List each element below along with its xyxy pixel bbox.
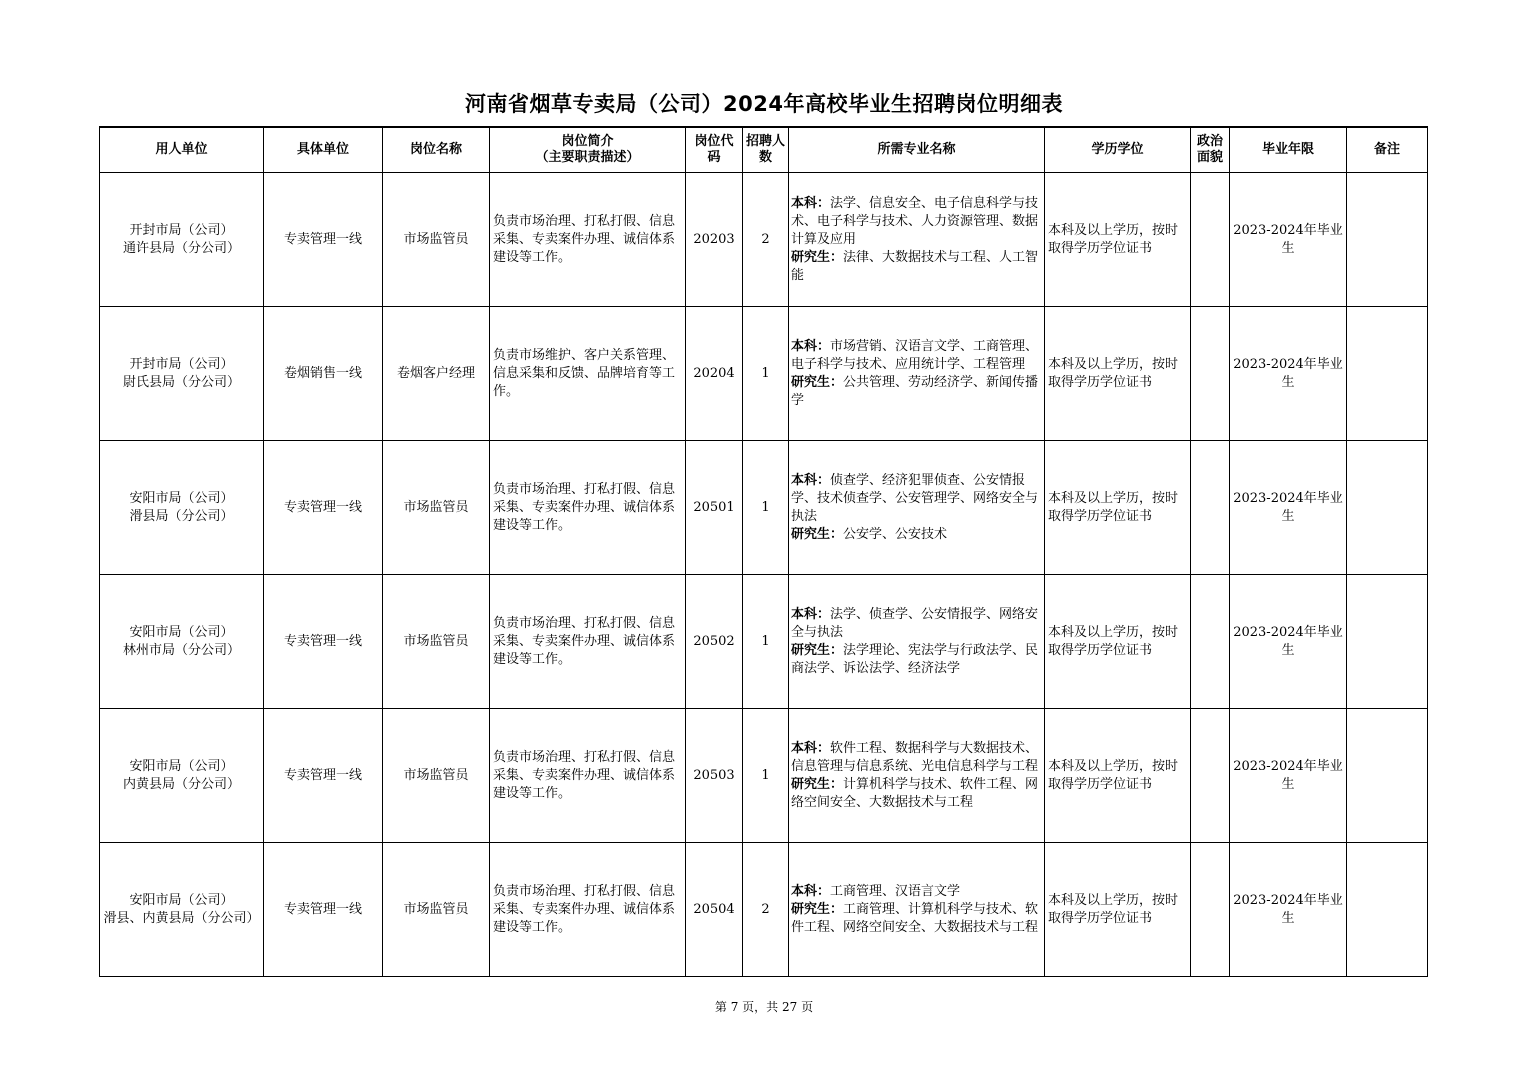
remarks-cell (1347, 307, 1428, 441)
header-unit: 具体单位 (264, 127, 383, 173)
header-quota: 招聘人数 (743, 127, 789, 173)
unit-cell: 专卖管理一线 (264, 575, 383, 709)
employer-cell (100, 575, 264, 709)
employer-county: 林州市局（分公司） (122, 642, 240, 658)
undergrad-label: 本科： (791, 883, 831, 899)
undergrad-label: 本科： (791, 338, 831, 354)
remarks-cell (1347, 843, 1428, 977)
unit-cell: 专卖管理一线 (264, 441, 383, 575)
employer-cell (100, 307, 264, 441)
majors-cell (789, 843, 1045, 977)
header-grad-year: 毕业年限 (1230, 127, 1347, 173)
political-cell (1191, 575, 1230, 709)
grad-label: 研究生： (791, 901, 844, 917)
unit-cell: 卷烟销售一线 (264, 307, 383, 441)
education-cell: 本科及以上学历，按时取得学历学位证书 (1045, 709, 1191, 843)
undergrad-majors: 法学、侦查学、公安情报学、网络安全与执法 (791, 606, 1039, 640)
code-cell: 20504 (686, 843, 743, 977)
education-cell: 本科及以上学历，按时取得学历学位证书 (1045, 307, 1191, 441)
grad-majors: 法学理论、宪法学与行政法学、民商法学、诉讼法学、经济法学 (791, 642, 1039, 676)
undergrad-majors: 工商管理、汉语言文学 (830, 883, 961, 899)
grad-majors: 公安学、公安技术 (843, 526, 948, 542)
header-description-sub: （主要职责描述） (535, 150, 640, 165)
header-employer: 用人单位 (100, 127, 264, 173)
quota-cell: 2 (743, 173, 789, 307)
undergrad-majors: 法学、信息安全、电子信息科学与技术、电子科学与技术、人力资源管理、数据计算及应用 (791, 195, 1039, 247)
position-cell: 市场监管员 (383, 441, 490, 575)
description-cell: 负责市场治理、打私打假、信息采集、专卖案件办理、诚信体系建设等工作。 (490, 709, 686, 843)
grad-label: 研究生： (791, 374, 844, 390)
grad-label: 研究生： (791, 249, 844, 265)
education-cell: 本科及以上学历，按时取得学历学位证书 (1045, 173, 1191, 307)
code-cell: 20501 (686, 441, 743, 575)
table-row (100, 575, 1428, 709)
undergrad-majors: 侦查学、经济犯罪侦查、公安情报学、技术侦查学、公安管理学、网络安全与执法 (791, 472, 1039, 524)
employer-city: 安阳市局（公司） (129, 758, 234, 774)
table-row (100, 173, 1428, 307)
undergrad-majors: 市场营销、汉语言文学、工商管理、电子科学与技术、应用统计学、工程管理 (791, 338, 1039, 372)
majors-cell (789, 173, 1045, 307)
header-remarks: 备注 (1347, 127, 1428, 173)
header-description-title: 岗位简介 (561, 134, 614, 149)
remarks-cell (1347, 709, 1428, 843)
grad-label: 研究生： (791, 642, 844, 658)
grad-majors: 法律、大数据技术与工程、人工智能 (791, 249, 1039, 283)
position-cell: 市场监管员 (383, 575, 490, 709)
grad-majors: 工商管理、计算机科学与技术、软件工程、网络空间安全、大数据技术与工程 (791, 901, 1039, 935)
header-code: 岗位代码 (686, 127, 743, 173)
education-cell: 本科及以上学历，按时取得学历学位证书 (1045, 441, 1191, 575)
code-cell: 20204 (686, 307, 743, 441)
quota-cell: 1 (743, 575, 789, 709)
table-row (100, 709, 1428, 843)
table-row (100, 441, 1428, 575)
header-majors: 所需专业名称 (789, 127, 1045, 173)
table-row (100, 843, 1428, 977)
grad-year-cell: 2023-2024年毕业生 (1230, 575, 1347, 709)
header-education: 学历学位 (1045, 127, 1191, 173)
description-cell: 负责市场维护、客户关系管理、信息采集和反馈、品牌培育等工作。 (490, 307, 686, 441)
table-header-row (100, 127, 1428, 173)
description-cell: 负责市场治理、打私打假、信息采集、专卖案件办理、诚信体系建设等工作。 (490, 843, 686, 977)
political-cell (1191, 173, 1230, 307)
majors-cell (789, 709, 1045, 843)
remarks-cell (1347, 173, 1428, 307)
description-cell: 负责市场治理、打私打假、信息采集、专卖案件办理、诚信体系建设等工作。 (490, 441, 686, 575)
quota-cell: 1 (743, 709, 789, 843)
undergrad-label: 本科： (791, 195, 831, 211)
grad-majors: 计算机科学与技术、软件工程、网络空间安全、大数据技术与工程 (791, 776, 1039, 810)
header-description (490, 127, 686, 173)
education-cell: 本科及以上学历，按时取得学历学位证书 (1045, 843, 1191, 977)
unit-cell: 专卖管理一线 (264, 173, 383, 307)
grad-year-cell: 2023-2024年毕业生 (1230, 441, 1347, 575)
quota-cell: 1 (743, 441, 789, 575)
employer-cell (100, 441, 264, 575)
employer-cell (100, 709, 264, 843)
employer-city: 安阳市局（公司） (129, 892, 234, 908)
political-cell (1191, 843, 1230, 977)
employer-city: 安阳市局（公司） (129, 624, 234, 640)
grad-year-cell: 2023-2024年毕业生 (1230, 709, 1347, 843)
undergrad-label: 本科： (791, 740, 831, 756)
political-cell (1191, 441, 1230, 575)
employer-city: 安阳市局（公司） (129, 490, 234, 506)
description-cell: 负责市场治理、打私打假、信息采集、专卖案件办理、诚信体系建设等工作。 (490, 575, 686, 709)
page-footer: 第 7 页，共 27 页 (714, 1000, 814, 1014)
description-cell: 负责市场治理、打私打假、信息采集、专卖案件办理、诚信体系建设等工作。 (490, 173, 686, 307)
majors-cell (789, 441, 1045, 575)
position-cell: 市场监管员 (383, 709, 490, 843)
position-cell: 市场监管员 (383, 173, 490, 307)
grad-label: 研究生： (791, 776, 844, 792)
position-cell: 市场监管员 (383, 843, 490, 977)
remarks-cell (1347, 441, 1428, 575)
header-political: 政治面貌 (1191, 127, 1230, 173)
grad-year-cell: 2023-2024年毕业生 (1230, 173, 1347, 307)
page-title: 河南省烟草专卖局（公司）2024年高校毕业生招聘岗位明细表 (465, 92, 1063, 116)
employer-county: 滑县、内黄县局（分公司） (103, 910, 260, 926)
employer-county: 尉氏县局（分公司） (122, 374, 240, 390)
employer-city: 开封市局（公司） (129, 356, 234, 372)
position-cell: 卷烟客户经理 (383, 307, 490, 441)
remarks-cell (1347, 575, 1428, 709)
code-cell: 20502 (686, 575, 743, 709)
code-cell: 20503 (686, 709, 743, 843)
employer-county: 内黄县局（分公司） (122, 776, 240, 792)
unit-cell: 专卖管理一线 (264, 843, 383, 977)
employer-cell (100, 173, 264, 307)
undergrad-label: 本科： (791, 472, 831, 488)
grad-label: 研究生： (791, 526, 844, 542)
employer-cell (100, 843, 264, 977)
undergrad-label: 本科： (791, 606, 831, 622)
grad-year-cell: 2023-2024年毕业生 (1230, 843, 1347, 977)
majors-cell (789, 307, 1045, 441)
political-cell (1191, 709, 1230, 843)
employer-county: 滑县局（分公司） (129, 508, 234, 524)
unit-cell: 专卖管理一线 (264, 709, 383, 843)
code-cell: 20203 (686, 173, 743, 307)
quota-cell: 2 (743, 843, 789, 977)
table-row (100, 307, 1428, 441)
quota-cell: 1 (743, 307, 789, 441)
political-cell (1191, 307, 1230, 441)
employer-county: 通许县局（分公司） (122, 240, 240, 256)
header-position: 岗位名称 (383, 127, 490, 173)
undergrad-majors: 软件工程、数据科学与大数据技术、信息管理与信息系统、光电信息科学与工程 (791, 740, 1039, 774)
majors-cell (789, 575, 1045, 709)
grad-year-cell: 2023-2024年毕业生 (1230, 307, 1347, 441)
grad-majors: 公共管理、劳动经济学、新闻传播学 (791, 374, 1039, 408)
employer-city: 开封市局（公司） (129, 222, 234, 238)
education-cell: 本科及以上学历，按时取得学历学位证书 (1045, 575, 1191, 709)
positions-table (99, 126, 1428, 977)
